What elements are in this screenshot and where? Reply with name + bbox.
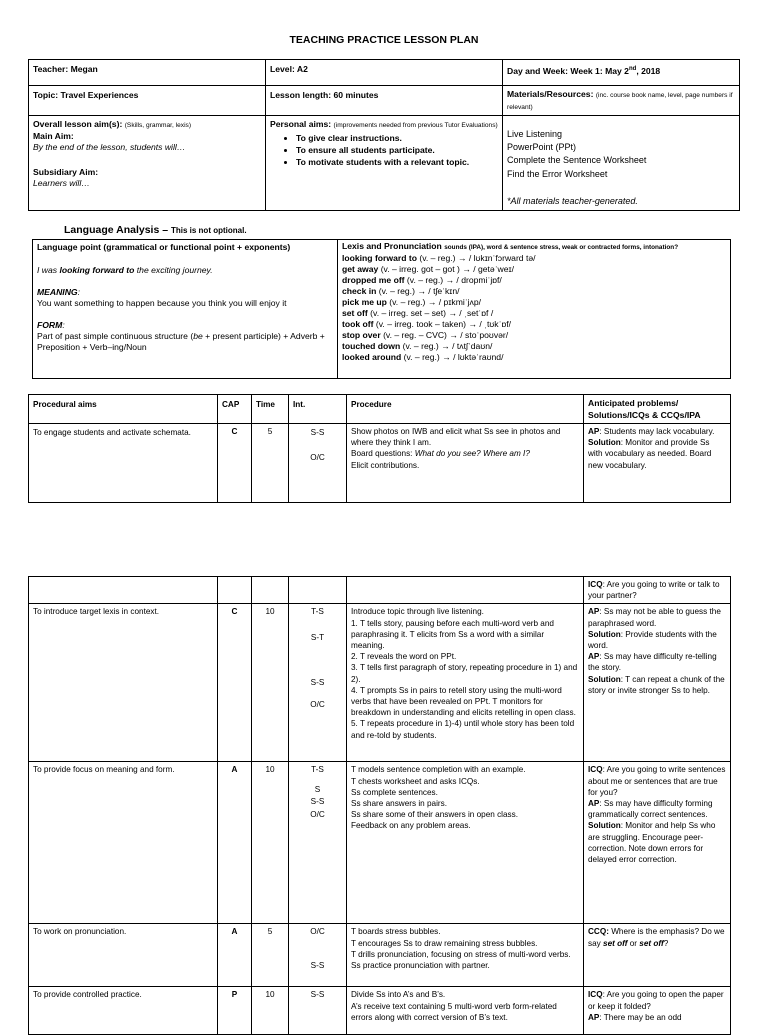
lexis-header: Lexis and Pronunciation [342,241,442,251]
table-row [29,987,731,1035]
topic-cell: Topic: Travel Experiences [29,86,266,116]
day-week-sup: nd [628,66,637,72]
int-cell: S-S O/C [289,424,347,503]
form-text-be: be [193,331,203,341]
personal-aims-list [270,132,498,168]
language-analysis-heading [64,224,247,236]
materials-item: Find the Error Worksheet [507,168,608,179]
aims-cell [29,116,266,211]
aim-cell: To provide focus on meaning and form. [29,762,218,924]
materials-item: Live Listening [507,129,563,139]
aim-cell: To provide controlled practice. [29,987,218,1035]
example-bold: looking forward to [59,265,135,275]
procedure-table [28,394,731,503]
problems-cell: ICQ: Are you going to open the paper or keep it folded? AP: There may be an odd [584,987,731,1035]
procedure-cell: Introduce topic through live listening. 1. T tells story, pausing before each multi-word verb and paraphrasing it. T elicits from Ss a word with a similar meaning. 2. T reveals the word on PPt. 3. T tells first paragraph of story, repeating procedure in 1) and 2). 4. T prompts Ss in pairs to retell story using the multi-word verbs that have been revealed on PPt. T monitors for breakdown in understanding and elicits retelling in open class. 5. T repeats procedure in 1)-4) until whole story has been told and re-told by students. [347,604,584,762]
table-row [29,424,731,503]
procedure-cell: Divide Ss into A’s and B’s. A’s receive text containing 5 multi-word verb form-related errors along with correct version of B’s text. [347,987,584,1035]
lesson-length-cell: Lesson length: 60 minutes [266,86,503,116]
int-cell: O/C S-S [289,924,347,987]
procedure-cell: T models sentence completion with an example. T chests worksheet and asks ICQs. Ss complete sentences. Ss share answers in pairs. Ss share some of their answers in open class. Feedback on any problem areas. [347,762,584,924]
aims-note: (Skills, grammar, lexis) [124,122,192,129]
cap-cell: A [218,762,252,924]
language-point-cell: Language point (grammatical or functional point + exponents) I was looking forward to the exciting journey. MEANING: You want something to happen because you think you will enjoy it FORM: Part of past simple continuous structure (be + present participle) + Adverb + Preposition + Verb–ing/Noun [33,240,338,379]
lexis-item: stop over (v. – reg. – CVC) → / stoˈpoʊvər/ [342,330,509,340]
form-label: FORM [37,320,63,330]
procedure-cell: Show photos on IWB and elicit what Ss see in photos and where they think I am. Board questions: What do you see? Where am I? Elicit contributions. [347,424,584,503]
language-analysis-table [32,239,731,379]
lexis-cell [338,240,731,379]
lexis-item: looking forward to (v. – reg.) → / lʊkɪnˈfɔrward tə/ [342,253,536,263]
table-row [29,604,731,762]
example-post: the exciting journey. [134,265,213,275]
table-row [29,924,731,987]
int-cell: T-S S-T S-S O/C [289,604,347,762]
aim-cell: To work on pronunciation. [29,924,218,987]
materials-item: Complete the Sentence Worksheet [507,155,647,166]
problems-cell: ICQ: Are you going to write sentences about me or sentences that are true for you? AP: Ss may have difficulty forming grammatically correct sentences. Solution: Monitor and help Ss who are struggling. Encourage peer-correction. Note down errors for delayed error correction. [584,762,731,924]
col-header-time: Time [252,395,289,424]
language-example [37,265,333,276]
col-header-aims: Procedural aims [29,395,218,424]
lexis-item: set off (v. – irreg. set – set) → / ˌsetˈɒf / [342,308,494,318]
main-aim-label: Main Aim: [33,131,74,141]
language-analysis-title: Language Analysis – [64,224,169,236]
cap-cell: A [218,924,252,987]
lexis-item: pick me up (v. – reg.) → / pɪkmiˈjʌp/ [342,297,481,307]
meaning-text: You want something to happen because you think you will enjoy it [37,298,287,308]
personal-aim-item: • To motivate students with a relevant topic. [296,156,498,168]
personal-aims-note: (improvements needed from previous Tutor Evaluations) [333,122,498,129]
cap-cell: C [218,424,252,503]
language-point-header: Language point (grammatical or functional point + exponents) [37,242,291,252]
personal-aim-item: • To ensure all students participate. [296,144,498,156]
problems-cell: CCQ: Where is the emphasis? Do we say set off or set off? [584,924,731,987]
aims-label: Overall lesson aim(s): [33,119,123,129]
lexis-item: dropped me off (v. – reg.) → / dropmiˈjɒf/ [342,275,502,285]
problems-cell: AP: Students may lack vocabulary. Solution: Monitor and provide Ss with vocabulary as needed. Board new vocabulary. [584,424,731,503]
personal-aims-label: Personal aims: [270,119,332,129]
day-week: Day and Week: Week 1: May 2 [507,65,629,76]
language-analysis-note: This is not optional. [170,226,247,235]
time-cell: 10 [252,604,289,762]
materials-footer: *All materials teacher-generated. [507,195,638,206]
lexis-item: get away (v. – irreg. got – got ) → / getəˈweɪ/ [342,264,514,274]
materials-label: Materials/Resources: [507,89,594,99]
form-text-post: + present participle) + Adverb + Preposition + Verb–ing/Noun [37,331,325,352]
materials-note: (inc. course book name, level, page numbers if relevant) [507,92,733,111]
personal-aim-item: • To give clear instructions. [296,132,498,144]
lexis-item: looked around (v. – reg.) → / lʊktəˈraʊnd/ [342,352,504,362]
aim-cell: To introduce target lexis in context. [29,604,218,762]
day-week-cell [503,60,740,86]
day-week-year: , 2018 [636,65,661,76]
col-header-procedure: Procedure [347,395,584,424]
personal-aims-cell [266,116,503,211]
subsidiary-aim-text: Learners will… [33,178,90,188]
lexis-item: took off (v. – irreg. took – taken) → / ˌtʊkˈɒf/ [342,319,512,329]
example-pre: I was [37,265,60,275]
time-cell: 5 [252,924,289,987]
col-header-cap: CAP [218,395,252,424]
time-cell: 10 [252,762,289,924]
cap-cell: P [218,987,252,1035]
int-cell: T-S S S-S O/C [289,762,347,924]
table-row [29,762,731,924]
materials-label-cell [503,86,740,116]
procedure-cell: T boards stress bubbles. T encourages Ss to draw remaining stress bubbles. T drills pronunciation, focusing on stress of multi-word verbs. Ss practice pronunciation with partner. [347,924,584,987]
subsidiary-aim-label: Subsidiary Aim: [33,167,99,177]
col-header-int: Int. [289,395,347,424]
page-title: TEACHING PRACTICE LESSON PLAN [289,34,479,46]
meaning-label: MEANING [37,287,78,297]
time-cell: 10 [252,987,289,1035]
teacher-cell: Teacher: Megan [29,60,266,86]
lexis-item: touched down (v. – reg.) → / tʌtʃˈdaʊn/ [342,341,493,351]
aim-cell: To engage students and activate schemata. [29,424,218,503]
cap-cell: C [218,604,252,762]
problems-cell: ICQ: Are you going to write or talk to your partner? [584,577,731,604]
form-text-pre: Part of past simple continuous structure ( [37,331,194,341]
level-cell: Level: A2 [266,60,503,86]
col-header-problems: Anticipated problems/ Solutions/ICQs & CCQs/IPA [584,395,731,424]
materials-cell [503,116,740,211]
procedure-table-continued [28,576,731,1035]
form-text [37,331,333,353]
main-aim-text: By the end of the lesson, students will… [33,142,186,152]
table-row [29,577,731,604]
header-table [28,59,740,211]
lexis-note: sounds (IPA), word & sentence stress, weak or contracted forms, intonation? [444,244,679,251]
time-cell: 5 [252,424,289,503]
lexis-item: check in (v. – reg.) → / tʃeˈkɪn/ [342,286,460,296]
materials-item: PowerPoint (PPt) [507,142,577,153]
problems-cell: AP: Ss may not be able to guess the paraphrased word. Solution: Provide students with the word. AP: Ss may have difficulty re-telling the story. Solution: T can repeat a chunk of the story or invite stronger Ss to help. [584,604,731,762]
int-cell: S-S [289,987,347,1035]
